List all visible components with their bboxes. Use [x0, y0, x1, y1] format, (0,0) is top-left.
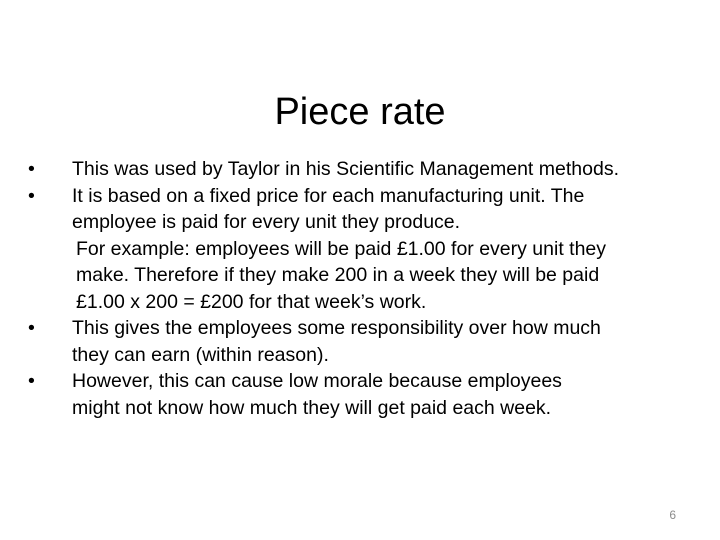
bullet-icon: •	[28, 158, 35, 180]
page-number: 6	[669, 508, 676, 522]
bullet-text: they can earn (within reason).	[72, 343, 329, 366]
bullet-text: employee is paid for every unit they produce.	[72, 211, 461, 233]
bullet-icon: •	[28, 370, 35, 392]
bullet-text: However, this can cause low morale because employees	[72, 370, 562, 392]
bullet-item-taylor	[26, 156, 694, 183]
slide-title: Piece rate	[274, 91, 446, 133]
bullet-text: It is based on a fixed price for each manufacturing unit. The	[72, 184, 585, 207]
example-text: £1.00 x 200 = £200 for that week’s work.	[76, 290, 427, 313]
bullet-icon: •	[28, 317, 35, 339]
example-paragraph	[26, 236, 694, 316]
bullet-text: This gives the employees some responsibility over how much	[72, 317, 601, 339]
bullet-item-responsibility	[26, 315, 694, 368]
bullet-item-fixed-price	[26, 183, 694, 236]
example-text: For example: employees will be paid £1.00 for every unit they	[76, 237, 607, 260]
bullet-text: might not know how much they will get paid each week.	[72, 396, 552, 419]
bullet-icon: •	[28, 184, 35, 207]
bullet-text: This was used by Taylor in his Scientific Management methods.	[72, 158, 619, 180]
slide-body	[26, 156, 694, 421]
bullet-item-low-morale	[26, 368, 694, 421]
example-text: make. Therefore if they make 200 in a week they will be paid	[76, 264, 600, 286]
